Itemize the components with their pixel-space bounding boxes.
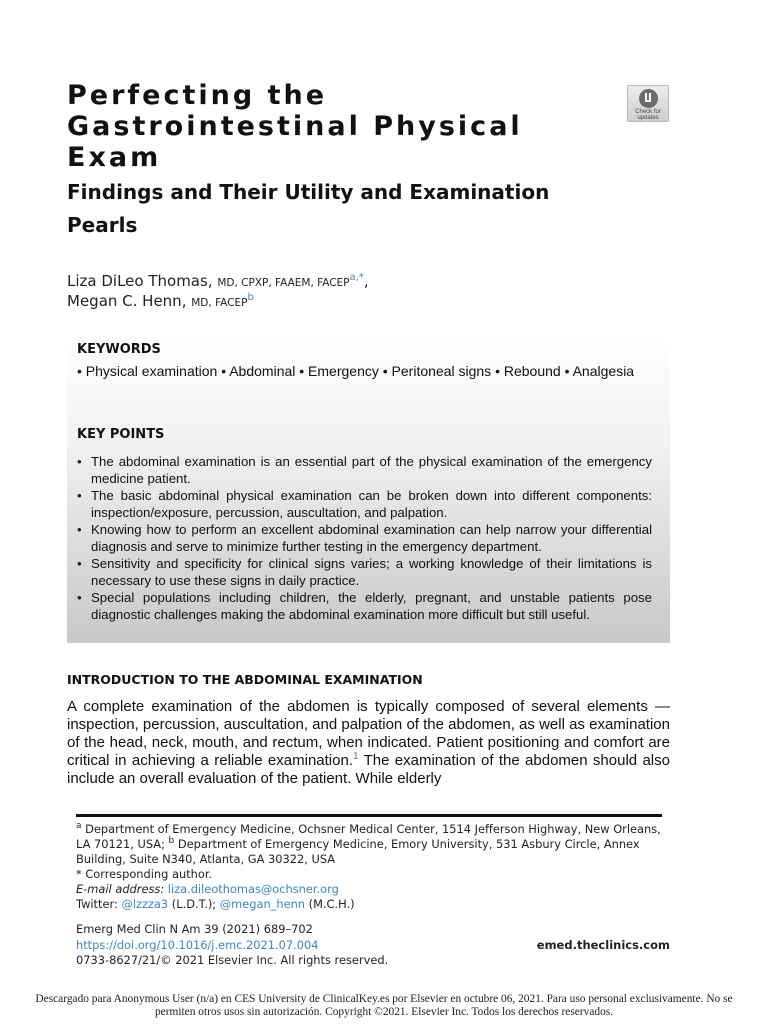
author-line <box>67 272 667 292</box>
author-list <box>67 272 667 312</box>
keywords-keypoints-box <box>67 334 670 643</box>
keyword: • Emergency <box>299 363 383 379</box>
twitter-link[interactable]: @megan_henn <box>219 897 306 911</box>
check-for-updates-badge[interactable] <box>627 85 669 122</box>
article-title: Perfecting the Gastrointestinal Physical Exam <box>67 80 523 173</box>
affiliations <box>76 822 668 867</box>
intro-text: A complete examination of the abdomen is typically composed of several elements — inspection, percussion, auscultation, and palpation of the abdomen, as well as examination of the head, neck, mouth, and rectum, when indicated. Patient positioning and comfort are critical in achieving a reliable examination. <box>67 698 670 769</box>
twitter-initials: (L.D.T.); <box>168 897 220 911</box>
twitter-line <box>76 897 668 912</box>
key-point: • Knowing how to perform an excellent abdominal examination can help narrow your differential diagnosis and serve to minimize further testing in the emergency department. <box>77 522 652 555</box>
author-affiliation-mark[interactable]: b <box>247 292 254 303</box>
email-link[interactable]: liza.dileothomas@ochsner.org <box>167 882 339 896</box>
author-credentials: MD, CPXP, FAAEM, FACEP <box>217 277 350 289</box>
author-name: Megan C. Henn, <box>67 292 187 310</box>
keyword: • Abdominal <box>221 363 300 379</box>
twitter-link[interactable]: @lzzza3 <box>121 897 169 911</box>
author-separator: , <box>363 272 369 290</box>
journal-site[interactable]: emed.theclinics.com <box>536 938 670 952</box>
copyright-line: 0733-8627/21/© 2021 Elsevier Inc. All rights reserved. <box>76 953 389 967</box>
footnotes <box>76 822 668 912</box>
author-line <box>67 292 667 312</box>
intro-text-continued: The examination of the abdomen should also include an overall evaluation of the patient. While elderly <box>67 752 670 787</box>
key-points-heading: KEY POINTS <box>77 427 165 442</box>
affiliation-b: Department of Emergency Medicine, Emory University, 531 Asbury Circle, Annex Building, Suite N340, Atlanta, GA 30322, USA <box>76 837 640 866</box>
article-subtitle: Findings and Their Utility and Examination Pearls <box>67 180 550 237</box>
keyword: • Physical examination <box>77 363 222 379</box>
email-label: E-mail address: <box>76 882 165 896</box>
keyword: • Analgesia <box>564 363 635 379</box>
keywords-list <box>77 363 657 380</box>
keyword: • Rebound <box>495 363 565 379</box>
key-point: • The abdominal examination is an essential part of the physical examination of the emergency medicine patient. <box>77 454 652 487</box>
doi-link[interactable]: https://doi.org/10.1016/j.emc.2021.07.004 <box>76 937 319 952</box>
intro-paragraph <box>67 698 670 788</box>
affiliation-a: Department of Emergency Medicine, Ochsner Medical Center, 1514 Jefferson Highway, New Orleans, LA 70121, USA; <box>76 822 661 851</box>
author-affiliation-mark[interactable]: a,* <box>349 272 364 283</box>
section-heading: INTRODUCTION TO THE ABDOMINAL EXAMINATION <box>67 672 423 687</box>
email-line <box>76 882 668 897</box>
affiliation-mark: b <box>168 836 175 847</box>
key-point: • Special populations including children, the elderly, pregnant, and unstable patients pose diagnostic challenges making the abdominal examination more difficult but still useful. <box>77 590 652 623</box>
badge-text: Check for updates <box>635 109 661 121</box>
corresponding-author: * Corresponding author. <box>76 867 213 881</box>
reference-link[interactable]: 1 <box>352 751 359 762</box>
journal-citation: Emerg Med Clin N Am 39 (2021) 689–702 <box>76 922 313 936</box>
keyword: • Peritoneal signs <box>382 363 496 379</box>
footnote-divider <box>76 814 662 817</box>
key-point: • The basic abdominal physical examination can be broken down into different components: inspection/exposure, percussion, auscultation, and palpation. <box>77 488 652 521</box>
author-name: Liza DiLeo Thomas, <box>67 272 213 290</box>
keywords-heading: KEYWORDS <box>77 342 161 357</box>
author-credentials: MD, FACEP <box>191 297 248 309</box>
twitter-label: Twitter: <box>76 897 118 911</box>
key-point: • Sensitivity and specificity for clinical signs varies; a working knowledge of their limitations is necessary to use these signs in daily practice. <box>77 556 652 589</box>
key-points-list <box>77 454 652 624</box>
affiliation-mark: a <box>76 821 82 832</box>
download-notice: Descargado para Anonymous User (n/a) en CES University de ClinicalKey.es por Elsevier en octubre 06, 2021. Para uso personal exclusivamente. No se permiten otros usos sin autorización. Copyright ©2021. Elsevier Inc. Todos los derechos reservados. <box>35 993 733 1018</box>
crossmark-icon <box>639 89 658 108</box>
twitter-initials: (M.C.H.) <box>305 897 355 911</box>
